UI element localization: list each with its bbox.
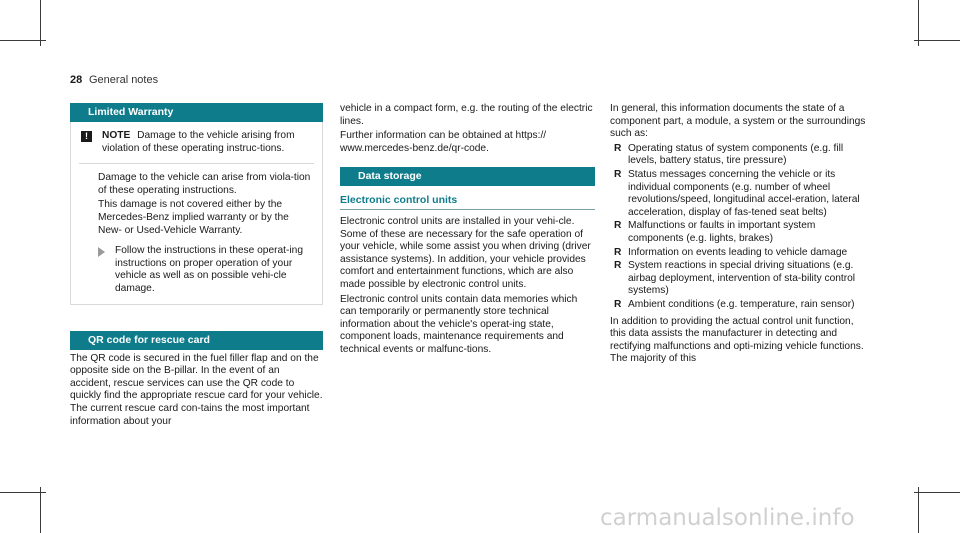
bullet-icon: R: [614, 246, 622, 258]
list-item: [610, 169, 870, 219]
page-number: 28: [70, 74, 83, 86]
list-item: [610, 220, 870, 245]
list-item: [610, 299, 870, 312]
instruction-step: [98, 245, 314, 295]
paragraph: In addition to providing the actual control unit function, this data assists the manufacturer in detecting and rectifying malfunctions and opti-mizing vehicle functions. The majority of this: [610, 315, 864, 365]
list-item-text: Status messages concerning the vehicle or its individual components (e.g. number of wheel revolutions/speed, longitudinal accel-eration, lateral acceleration, display of fas-tened seat belts): [628, 168, 860, 218]
note-body: [79, 163, 314, 295]
crop-mark: [918, 487, 919, 533]
bullet-icon: R: [614, 260, 622, 272]
column-middle: [340, 103, 595, 359]
arrow-right-icon: [98, 247, 105, 257]
note-title: NOTE: [102, 130, 131, 141]
watermark: carmanualsonline.info: [600, 505, 855, 531]
crop-mark: [40, 487, 41, 533]
column-right: [610, 103, 870, 368]
note-text: Damage to the vehicle arising from violation of these operating instruc-tions.: [102, 130, 295, 154]
list-item-text: Operating status of system components (e.g. fill levels, battery status, tire pressure): [628, 142, 844, 167]
list-item: [610, 143, 870, 168]
bullet-icon: R: [614, 220, 622, 232]
page-section-title: General notes: [89, 74, 159, 86]
paragraph: Electronic control units contain data memories which can temporarily or permanently store technical information about the vehicle's operat-ing state, component loads, maintenance requirements and technical events or malfunc-tions.: [340, 293, 578, 355]
list-item-text: Malfunctions or faults in important system components (e.g. lights, brakes): [628, 220, 816, 244]
list-item: [610, 247, 870, 260]
paragraph: Electronic control units are installed in your vehi-cle. Some of these are necessary for the safe operation of your vehicle, while some assist you when driving (driver assistance systems). In addition, your vehicle provides comfort and entertainment functions, which are also made possible by electronic control units.: [340, 215, 591, 290]
note-header: [79, 130, 314, 155]
section-bar-data-storage: Data storage: [340, 167, 595, 186]
list-item-text: Ambient conditions (e.g. temperature, rain sensor): [628, 298, 855, 310]
instruction-text: Follow the instructions in these operat-ing instructions on proper operation of your vehicle as well as on possible vehi-cle damage.: [115, 245, 304, 294]
paragraph: vehicle in a compact form, e.g. the routing of the electric lines.: [340, 103, 593, 127]
subheading-ecu: Electronic control units: [340, 194, 595, 210]
paragraph: Further information can be obtained at https:// www.mercedes-benz.de/qr-code.: [340, 130, 547, 154]
bullet-icon: R: [614, 168, 622, 180]
list-item-text: Information on events leading to vehicle damage: [628, 246, 848, 258]
crop-mark: [914, 492, 960, 493]
crop-mark: [914, 40, 960, 41]
crop-mark: [0, 40, 46, 41]
paragraph: The QR code is secured in the fuel filler flap and on the opposite side on the B-pillar. In the event of an accident, rescue services can use the QR code to quickly find the appropriate rescue card for your vehicle. The current rescue card con-tains the most important information about your: [70, 352, 323, 427]
paragraph: This damage is not covered either by the Mercedes-Benz implied warranty or by the New- or Used-Vehicle Warranty.: [98, 199, 289, 236]
bullet-list: [610, 143, 870, 312]
paragraph: In general, this information documents the state of a component part, a module, a system or the surroundings such as:: [610, 103, 866, 140]
note-box: [70, 122, 323, 305]
note-text-wrap: [102, 130, 314, 155]
bullet-icon: R: [614, 142, 622, 154]
section-bar-qr-code: QR code for rescue card: [70, 331, 323, 350]
paragraph: Damage to the vehicle can arise from viola-tion of these operating instructions.: [98, 172, 311, 196]
column-left: [70, 103, 323, 430]
bullet-icon: R: [614, 298, 622, 310]
list-item: [610, 260, 870, 298]
section-bar-limited-warranty: Limited Warranty: [70, 103, 323, 122]
crop-mark: [0, 492, 46, 493]
list-item-text: System reactions in special driving situations (e.g. airbag deployment, intervention of sta-bility control systems): [628, 260, 856, 297]
warning-icon: !: [81, 131, 92, 142]
